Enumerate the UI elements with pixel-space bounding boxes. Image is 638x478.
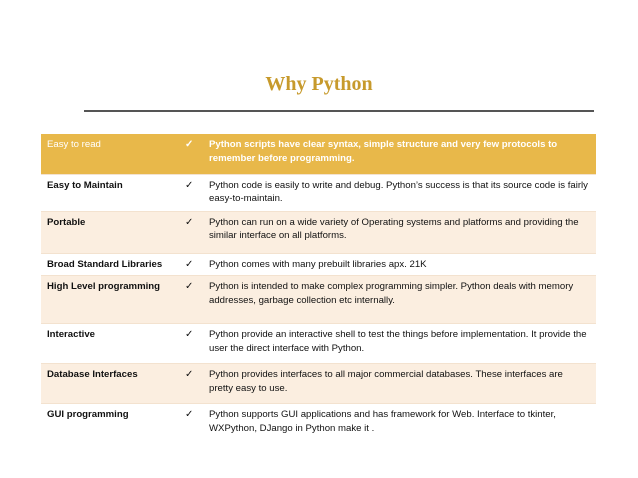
- table-row: [41, 404, 596, 444]
- feature-name: Easy to read: [41, 134, 179, 174]
- checkmark-icon: ✓: [179, 134, 205, 174]
- feature-description: Python is intended to make complex programming simpler. Python deals with memory addresses, garbage collection etc internally.: [205, 276, 596, 324]
- feature-name: High Level programming: [41, 276, 179, 324]
- checkmark-icon: ✓: [179, 364, 205, 404]
- feature-description: Python provides interfaces to all major commercial databases. These interfaces are pretty easy to use.: [205, 364, 596, 404]
- feature-description: Python code is easily to write and debug. Python’s success is that its source code is fairly easy-to-maintain.: [205, 174, 596, 211]
- table-row: [41, 253, 596, 276]
- checkmark-icon: ✓: [179, 174, 205, 211]
- feature-name: Database Interfaces: [41, 364, 179, 404]
- feature-name: Easy to Maintain: [41, 174, 179, 211]
- checkmark-icon: ✓: [179, 211, 205, 253]
- feature-description: Python can run on a wide variety of Operating systems and platforms and providing the similar interface on all platforms.: [205, 211, 596, 253]
- table-row: [41, 134, 596, 174]
- feature-description: Python supports GUI applications and has framework for Web. Interface to tkinter, WXPython, DJango in Python make it .: [205, 404, 596, 444]
- table-row: [41, 276, 596, 324]
- table-row: [41, 324, 596, 364]
- table-row: [41, 174, 596, 211]
- table-row: [41, 211, 596, 253]
- checkmark-icon: ✓: [179, 324, 205, 364]
- feature-description: Python comes with many prebuilt libraries apx. 21K: [205, 253, 596, 276]
- feature-name: GUI programming: [41, 404, 179, 444]
- feature-name: Portable: [41, 211, 179, 253]
- checkmark-icon: ✓: [179, 276, 205, 324]
- checkmark-icon: ✓: [179, 404, 205, 444]
- page-title: Why Python: [265, 73, 373, 95]
- feature-description: Python scripts have clear syntax, simple structure and very few protocols to remember before programming.: [205, 134, 596, 174]
- table-row: [41, 364, 596, 404]
- feature-description: Python provide an interactive shell to test the things before implementation. It provide the user the direct interface with Python.: [205, 324, 596, 364]
- feature-name: Broad Standard Libraries: [41, 253, 179, 276]
- feature-name: Interactive: [41, 324, 179, 364]
- checkmark-icon: ✓: [179, 253, 205, 276]
- title-divider: [84, 110, 594, 112]
- features-table: [41, 134, 596, 444]
